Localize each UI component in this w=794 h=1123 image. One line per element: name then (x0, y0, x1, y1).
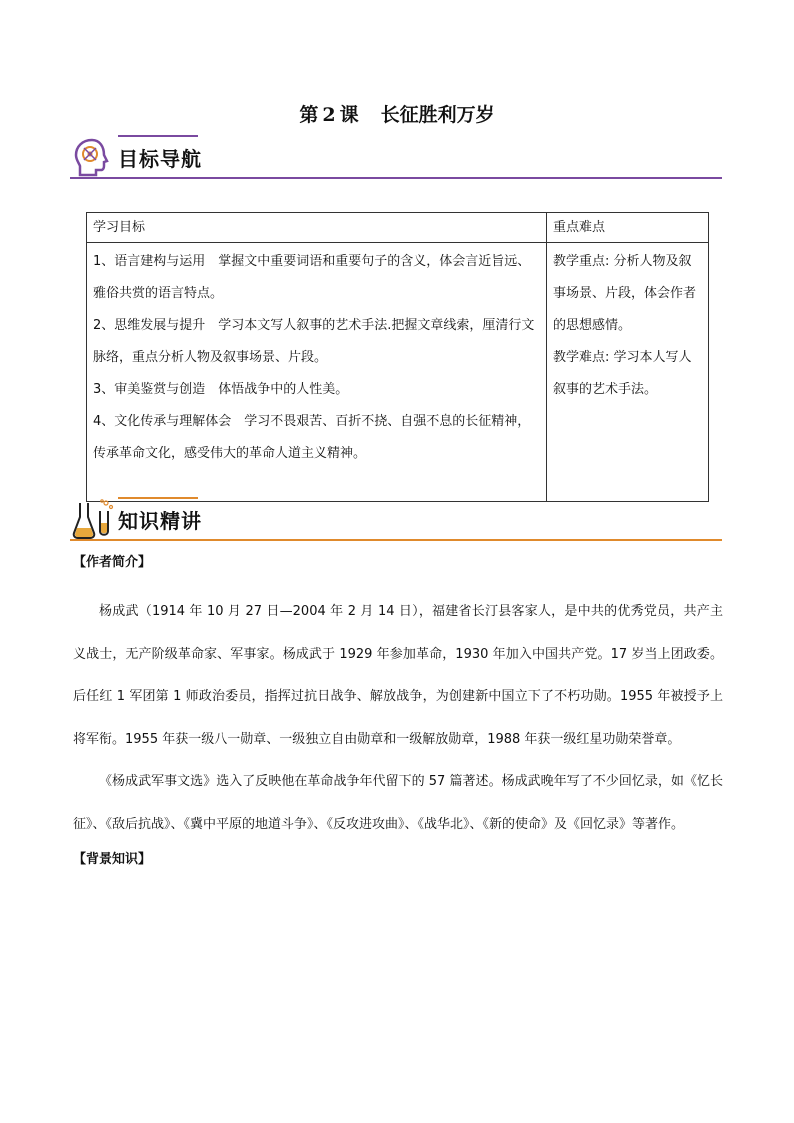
author-paragraph: 《杨成武军事文选》选入了反映他在革命战争年代留下的 57 篇著述。杨成武晚年写了不少回忆录，如《忆长征》、《敌后抗战》、《冀中平原的地道斗争》、《反攻进攻曲》、《战华北》、《新的使命》及《回忆录》等著作。 (73, 774, 723, 832)
author-heading: 【作者简介】 (73, 555, 152, 570)
goals-cell (87, 243, 547, 502)
title-name: 长征胜利万岁 (380, 104, 495, 126)
table-header-keypoints: 重点难点 (547, 213, 709, 243)
flask-icon (70, 497, 114, 541)
goals-table (86, 212, 709, 502)
goal-item: 4、文化传承与理解体会 学习不畏艰苦、百折不挠、自强不息的长征精神，传承革命文化，感受伟大的革命人道主义精神。 (93, 414, 531, 461)
author-paragraph: 杨成武（1914 年 10 月 27 日—2004 年 2 月 14 日），福建省长汀县客家人，是中共的优秀党员，共产主义战士，无产阶级革命家、军事家。杨成武于 1929 年参加革命，1930 年加入中国共产党。17 岁当上团政委。后任红 1 军团第 1 师政治委员，指挥过抗日战争、解放战争，为创建新中国立下了不朽功勋。1955 年被授予上将军衔。1955 年获一级八一勋章、一级独立自由勋章和一级解放勋章，1988 年获一级红星功勋荣誉章。 (73, 604, 723, 747)
brain-gear-icon (70, 135, 114, 179)
title-prefix: 第 (299, 104, 319, 126)
section-knowledge-header (70, 497, 722, 541)
page-title (0, 100, 794, 127)
goal-item: 1、语言建构与运用 掌握文中重要词语和重要句子的含义，体会言近旨远、雅俗共赏的语言特点。 (93, 254, 531, 301)
section-goals-header (70, 135, 722, 179)
knowledge-content (73, 549, 723, 874)
keypoint-item: 教学难点: 学习本人写人叙事的艺术手法。 (553, 350, 692, 397)
keypoint-item: 教学重点: 分析人物及叙事场景、片段，体会作者的思想感情。 (553, 254, 697, 333)
section-knowledge-label: 知识精讲 (118, 509, 202, 533)
title-suffix: 课 (339, 104, 359, 126)
section-goals-label: 目标导航 (118, 147, 202, 171)
title-number: 2 (322, 104, 336, 126)
keypoints-cell (547, 243, 709, 502)
table-header-goals: 学习目标 (87, 213, 547, 243)
goal-item: 2、思维发展与提升 学习本文写人叙事的艺术手法.把握文章线索，厘清行文脉络，重点分析人物及叙事场景、片段。 (93, 318, 535, 365)
background-heading: 【背景知识】 (73, 852, 152, 867)
goal-item: 3、审美鉴赏与创造 体悟战争中的人性美。 (93, 382, 349, 397)
